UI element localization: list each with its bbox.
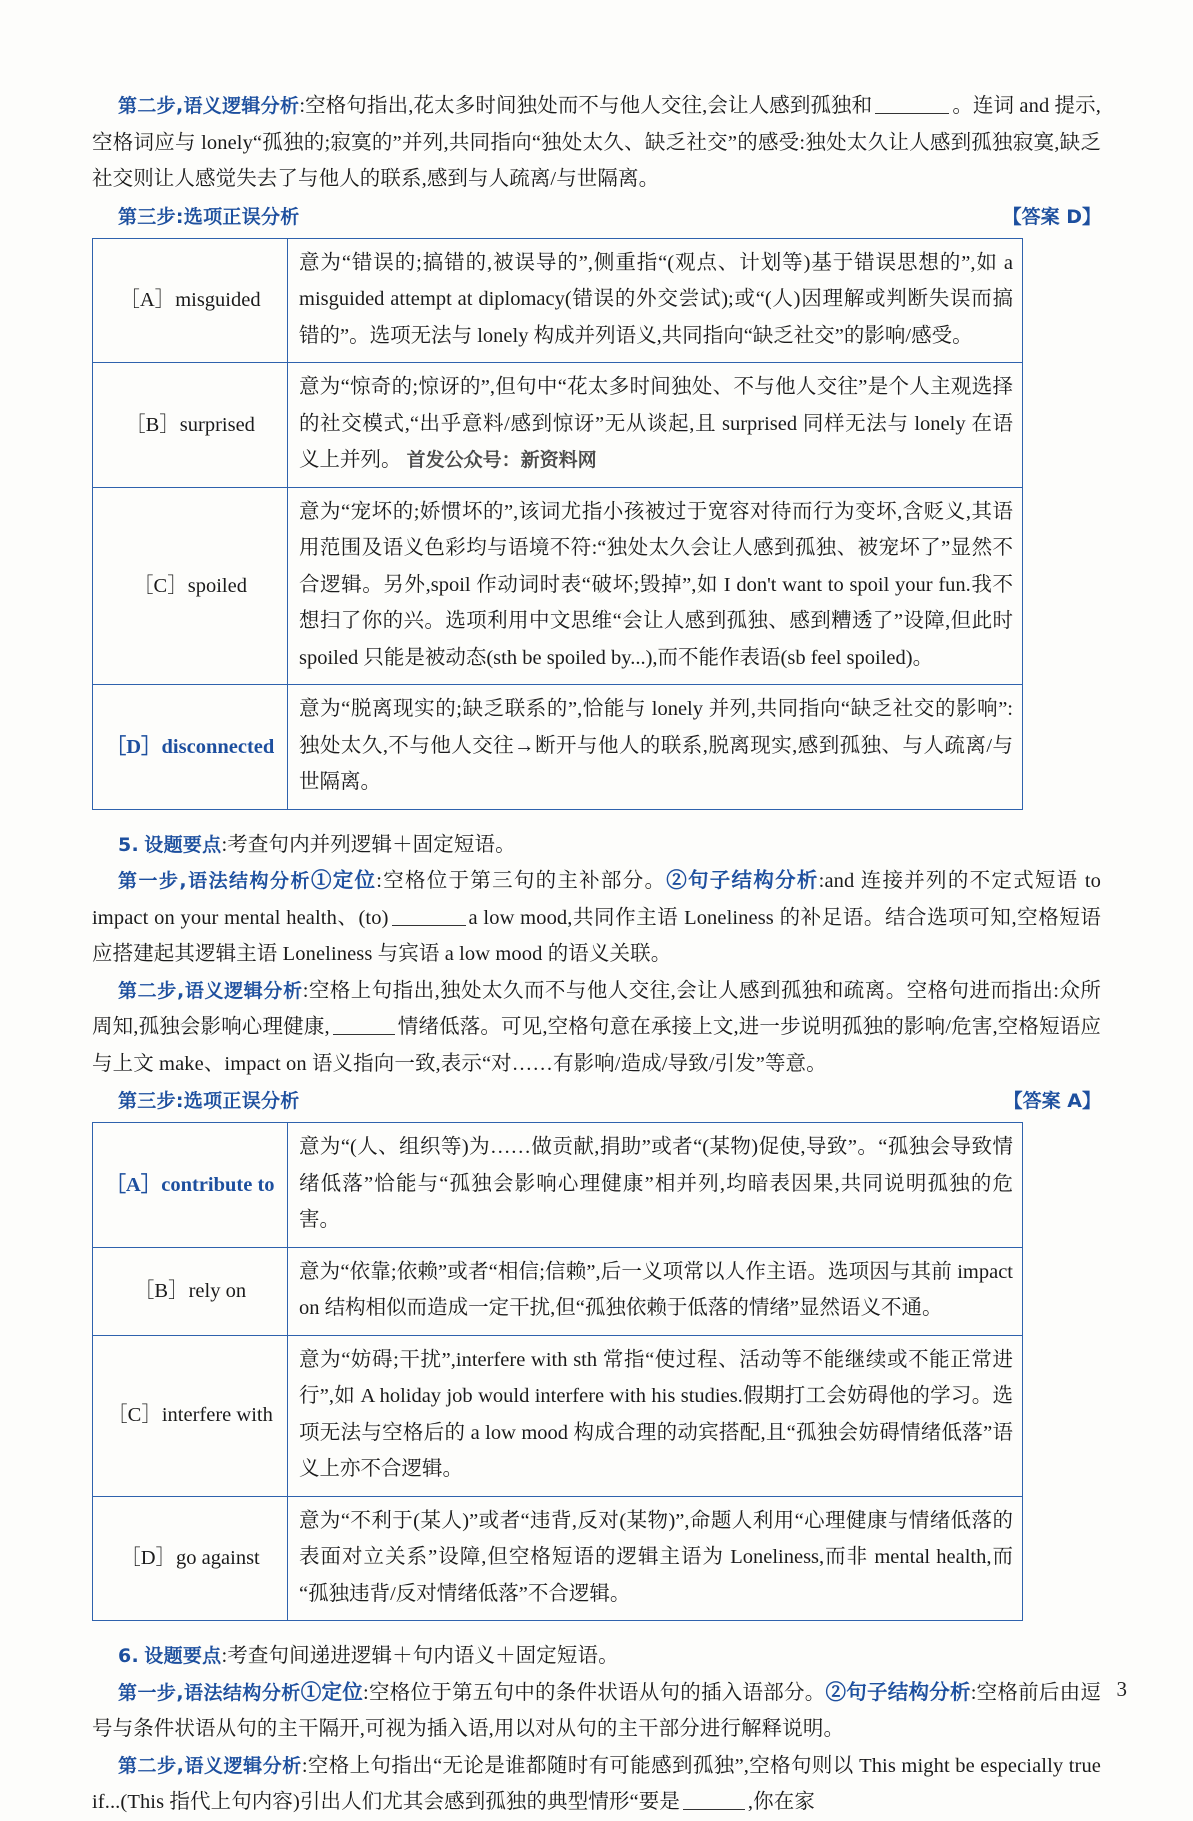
q5-number: 5. [118,833,140,856]
q6-step1-text2: :空格前后由逗号与条件状语从句的主干隔开,可视为插入语,用以对从句的主干部分进行解释说明。 [92,1681,1102,1740]
q5-point-heading: 设题要点 [144,833,222,856]
q5-step2-text-a: :空格上句指出,独处太久而不与他人交往,会让人感到孤独和疏离。空格句进而指出:众所周知,孤独会影响心理健康, [92,979,1101,1038]
q6-step1-sub2: ②句子结构分析 [825,1681,971,1704]
q4-step2-text-a: :空格句指出,花太多时间独处而不与他人交往,会让人感到孤独和 [299,95,873,117]
q5-blank-line-1 [392,905,466,925]
option-word: disconnected [161,735,275,758]
q5-step2-paragraph [92,973,1101,1083]
option-word: contribute to [161,1173,275,1196]
watermark-text: 首发公众号：新资料网 [406,449,597,471]
table-row [93,1335,1023,1496]
q4-option-d-body: 意为“脱离现实的;缺乏联系的”,恰能与 lonely 并列,共同指向“缺乏社交的影响”:独处太久,不与他人交往→断开与他人的联系,脱离现实,感到孤独、与人疏离/与世隔离。 [288,685,1023,810]
option-word: rely on [188,1279,247,1302]
q4-step3-row [92,202,1101,229]
q4-options-table [92,238,1023,810]
q5-step1-paragraph [92,863,1101,973]
q4-step3-heading: 第三步:选项正误分析 [118,205,300,228]
q5-step2-heading: 第二步,语义逻辑分析 [118,979,303,1002]
q6-step2-text-a: :空格上句指出“无论是谁都随时有可能感到孤独”,空格句则以 This might be especially true if...(This 指代上句内容)引出人们尤其会感到孤独的典型情形“要是 [92,1754,1101,1813]
q4-option-a-label [93,238,288,363]
table-row [93,1496,1023,1621]
q6-step2-heading: 第二步,语义逻辑分析 [118,1754,302,1777]
q5-step1-sub1: ①定位 [310,870,377,892]
table-row [93,685,1023,810]
q5-step1-text2b: a low mood,共同作主语 Loneliness 的补足语。结合选项可知,空格短语应搭建起其逻辑主语 Loneliness 与宾语 a low mood 的语义关联。 [92,906,1101,965]
q4-option-d-label [93,685,288,810]
q4-step2-paragraph [92,88,1101,198]
option-word: go against [176,1547,260,1569]
q5-step3-row [92,1086,1101,1113]
q6-step1-heading: 第一步,语法结构分析 [118,1681,301,1704]
table-row [93,1247,1023,1335]
q4-option-c-label [93,487,288,685]
option-key: ［C］ [107,1404,162,1427]
q5-step1-sub2: ②句子结构分析 [666,870,819,892]
page-number: 3 [1116,1677,1127,1701]
q5-step1-heading: 第一步,语法结构分析 [118,870,311,892]
q4-option-a-body: 意为“错误的;搞错的,被误导的”,侧重指“(观点、计划等)基于错误思想的”,如 a misguided attempt at diplomacy(错误的外交尝试);或“(人)因理解或判断失误而搞错的”。选项无法与 lonely 构成并列语义,共同指向“缺乏社交”的影响/感受。 [288,238,1023,363]
q6-blank-line [683,1790,745,1810]
q6-point-text: :考查句间递进逻辑＋句内语义＋固定短语。 [221,1645,619,1667]
option-key: ［A］ [119,289,176,311]
q4-step2-heading: 第二步,语义逻辑分析 [118,95,300,117]
option-word: misguided [175,289,261,311]
q4-blank-line [875,94,949,114]
option-key: ［D］ [120,1547,177,1569]
q5-option-b-label [93,1247,288,1335]
q5-option-a-body: 意为“(人、组织等)为……做贡献,捐助”或者“(某物)促使,导致”。“孤独会导致情绪低落”恰能与“孤独会影响心理健康”相并列,均暗表因果,共同说明孤独的危害。 [288,1123,1023,1248]
option-word: spoiled [187,574,247,597]
q6-number: 6. [118,1645,140,1667]
q5-options-table [92,1122,1023,1621]
q5-option-c-label [93,1335,288,1496]
table-row [93,238,1023,363]
q4-step2-text-b: 。连词 and 提示,空格词应与 lonely“孤独的;寂寞的”并列,共同指向“独处太久、缺乏社交”的感受:独处太久让人感到孤独寂寞,缺乏社交则让人感觉失去了与他人的联系,感到与人疏离/与世隔离。 [92,95,1101,190]
table-row [93,487,1023,685]
option-key: ［A］ [105,1173,162,1196]
q5-option-d-label [93,1496,288,1621]
option-key: ［B］ [125,413,180,436]
q6-step1-sub1: ①定位 [300,1681,363,1704]
q5-option-b-body: 意为“依靠;依赖”或者“相信;信赖”,后一义项常以人作主语。选项因与其前 impact on 结构相似而造成一定干扰,但“孤独依赖于低落的情绪”显然语义不通。 [288,1247,1023,1335]
q6-step2-text-b: ,你在家 [747,1791,815,1813]
q6-step1-paragraph [92,1675,1101,1748]
table-row [93,363,1023,488]
q5-answer-badge: 【答案 A】 [1003,1090,1101,1112]
q6-point-heading: 设题要点 [144,1645,222,1667]
q5-option-d-body: 意为“不利于(某人)”或者“违背,反对(某物)”,命题人利用“心理健康与情绪低落的表面对立关系”设障,但空格短语的逻辑主语为 Loneliness,而非 mental health,而“孤独违背/反对情绪低落”不合逻辑。 [288,1496,1023,1621]
q5-option-a-label [93,1123,288,1248]
q5-step2-text-b: 情绪低落。可见,空格句意在承接上文,进一步说明孤独的影响/危害,空格短语应与上文 make、impact on 语义指向一致,表示“对……有影响/造成/导致/引发”等意。 [92,1016,1101,1075]
table-row [93,1123,1023,1248]
q5-blank-line-2 [333,1015,395,1035]
q4-option-b-text: 意为“惊奇的;惊讶的”,但句中“花太多时间独处、不与他人交往”是个人主观选择的社交模式,“出乎意料/感到惊讶”无从谈起,且 surprised 同样无法与 lonely 在语义上并列。 [299,376,1013,471]
q5-step1-text2a: :and 连接并列的不定式短语 to impact on your mental health、(to) [92,870,1101,929]
q5-option-c-body: 意为“妨碍;干扰”,interfere with sth 常指“使过程、活动等不能继续或不能正常进行”,如 A holiday job would interfere with his studies.假期打工会妨碍他的学习。选项无法与空格后的 a low mood 构成合理的动宾搭配,且“孤独会妨碍情绪低落”语义上亦不合逻辑。 [288,1335,1023,1496]
q5-step3-heading: 第三步:选项正误分析 [118,1090,300,1112]
q6-step1-text1: :空格位于第五句中的条件状语从句的插入语部分。 [363,1681,826,1704]
option-key: ［B］ [133,1279,189,1302]
q5-step1-text1: :空格位于第三句的主补部分。 [376,870,667,892]
option-word: surprised [179,413,255,436]
q5-point-text: :考查句内并列逻辑＋固定短语。 [221,833,516,856]
q6-point-paragraph [92,1638,1101,1675]
option-key: ［D］ [105,735,162,758]
q5-point-paragraph [92,827,1101,864]
q4-option-c-body: 意为“宠坏的;娇惯坏的”,该词尤指小孩被过于宽容对待而行为变坏,含贬义,其语用范围及语义色彩均与语境不符:“独处太久会让人感到孤独、被宠坏了”显然不合逻辑。另外,spoil 作动词时表“破坏;毁掉”,如 I don't want to spoil your fun.我不想扫了你的兴。选项利用中文思维“会让人感到孤独、感到糟透了”设障,但此时 spoiled 只能是被动态(sth be spoiled by...),而不能作表语(sb feel spoiled)。 [288,487,1023,685]
q4-option-b-label [93,363,288,488]
option-word: interfere with [161,1404,273,1427]
q6-step2-paragraph [92,1748,1101,1821]
q4-answer-badge: 【答案 D】 [1002,205,1101,228]
option-key: ［C］ [133,574,188,597]
q4-option-b-body [288,363,1023,488]
